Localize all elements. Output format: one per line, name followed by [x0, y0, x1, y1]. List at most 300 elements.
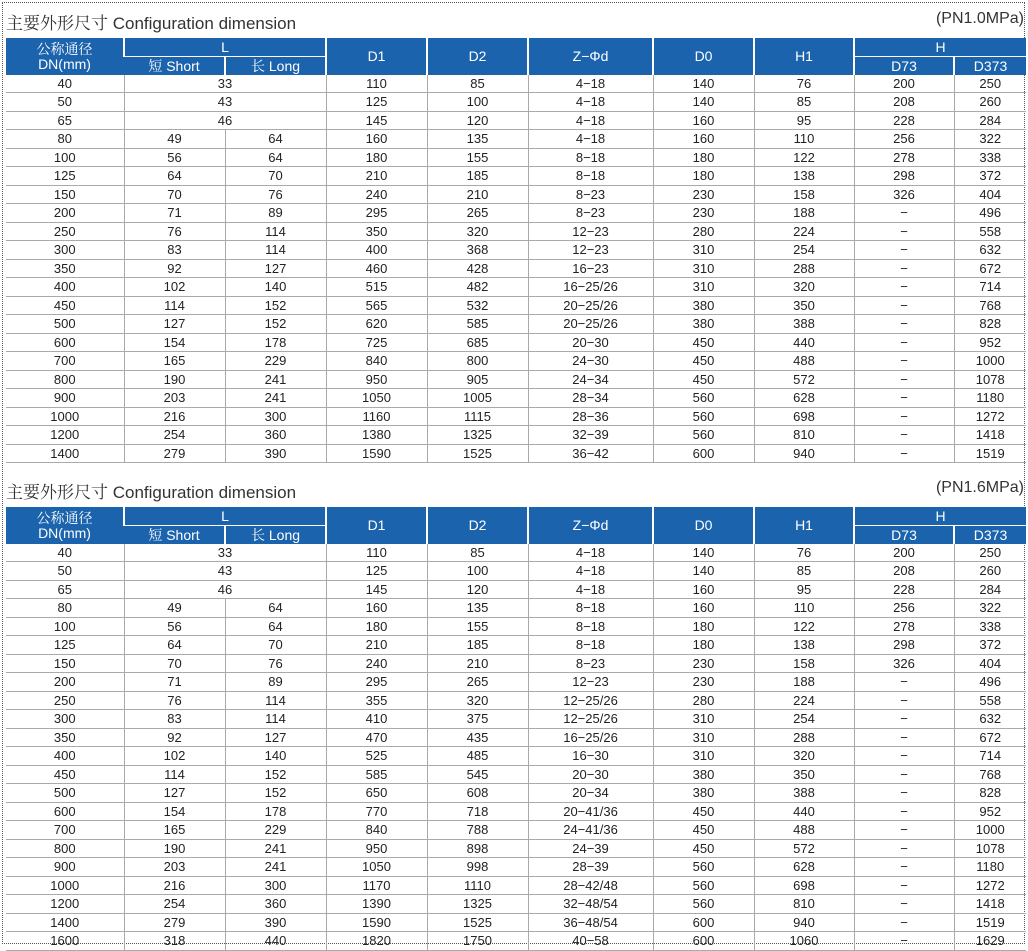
- header-dn-label: 公称通径: [36, 40, 93, 57]
- cell-h1: 95: [754, 580, 854, 599]
- table-row: [6, 204, 1026, 223]
- table-row: [6, 407, 1026, 426]
- table-row: [6, 315, 1026, 334]
- header-l: L: [124, 38, 326, 57]
- cell-d373: 404: [954, 654, 1026, 673]
- cell-d373: 338: [954, 148, 1026, 167]
- cell-h1: 110: [754, 130, 854, 149]
- cell-d2: 135: [427, 599, 528, 618]
- cell-l-short: 127: [124, 315, 225, 334]
- cell-dn: 50: [6, 93, 124, 112]
- cell-l-short: 279: [124, 913, 225, 932]
- cell-z-d: 4−18: [528, 544, 653, 562]
- cell-d2: 685: [427, 333, 528, 352]
- cell-dn: 150: [6, 654, 124, 673]
- cell-z-d: 20−25/26: [528, 296, 653, 315]
- cell-h1: 488: [754, 352, 854, 371]
- cell-l-short: 49: [124, 130, 225, 149]
- cell-l-short: 279: [124, 444, 225, 463]
- cell-d373: 1078: [954, 370, 1026, 389]
- cell-d1: 1590: [326, 913, 427, 932]
- cell-l-long: 241: [225, 858, 326, 877]
- cell-d2: 998: [427, 858, 528, 877]
- cell-d2: 85: [427, 75, 528, 93]
- cell-l-short: 92: [124, 728, 225, 747]
- header-d73: D73: [854, 57, 954, 76]
- cell-dn: 250: [6, 691, 124, 710]
- cell-l-long: 64: [225, 130, 326, 149]
- cell-d373: 1078: [954, 839, 1026, 858]
- header-l-long: 长 Long: [225, 57, 326, 76]
- cell-d373: 284: [954, 111, 1026, 130]
- cell-z-d: 32−48/54: [528, 895, 653, 914]
- cell-l-short: 76: [124, 691, 225, 710]
- cell-d73: −: [854, 710, 954, 729]
- cell-d373: 558: [954, 691, 1026, 710]
- cell-z-d: 24−34: [528, 370, 653, 389]
- table-row: [6, 352, 1026, 371]
- header-h: H: [854, 38, 1026, 57]
- table-row: [6, 167, 1026, 186]
- cell-h1: 158: [754, 185, 854, 204]
- cell-z-d: 8−18: [528, 599, 653, 618]
- cell-d373: 952: [954, 333, 1026, 352]
- section-titlebar: [6, 475, 1026, 507]
- cell-l-long: 127: [225, 259, 326, 278]
- cell-l-short: 203: [124, 858, 225, 877]
- cell-d1: 565: [326, 296, 427, 315]
- cell-h1: 85: [754, 562, 854, 581]
- cell-d0: 180: [653, 617, 754, 636]
- cell-dn: 80: [6, 130, 124, 149]
- cell-d0: 230: [653, 185, 754, 204]
- table-row: [6, 426, 1026, 445]
- cell-z-d: 20−30: [528, 765, 653, 784]
- cell-d2: 120: [427, 111, 528, 130]
- cell-dn: 1000: [6, 407, 124, 426]
- cell-d2: 100: [427, 93, 528, 112]
- cell-z-d: 12−23: [528, 673, 653, 692]
- cell-l-short: 190: [124, 839, 225, 858]
- cell-d1: 1380: [326, 426, 427, 445]
- cell-dn: 150: [6, 185, 124, 204]
- cell-d2: 368: [427, 241, 528, 260]
- cell-h1: 95: [754, 111, 854, 130]
- cell-z-d: 20−30: [528, 333, 653, 352]
- cell-d73: −: [854, 876, 954, 895]
- table-body: [6, 544, 1026, 950]
- cell-z-d: 28−42/48: [528, 876, 653, 895]
- cell-d2: 482: [427, 278, 528, 297]
- cell-d73: −: [854, 296, 954, 315]
- cell-d1: 110: [326, 544, 427, 562]
- cell-l-long: 114: [225, 241, 326, 260]
- cell-l-short: 76: [124, 222, 225, 241]
- cell-d1: 125: [326, 562, 427, 581]
- header-d2: D2: [427, 507, 528, 544]
- cell-d2: 435: [427, 728, 528, 747]
- cell-d2: 265: [427, 673, 528, 692]
- dimension-table: [6, 507, 1026, 951]
- cell-h1: 76: [754, 544, 854, 562]
- cell-z-d: 16−30: [528, 747, 653, 766]
- header-l-short: 短 Short: [124, 526, 225, 545]
- cell-h1: 188: [754, 673, 854, 692]
- cell-l-long: 390: [225, 913, 326, 932]
- cell-l-long: 229: [225, 821, 326, 840]
- cell-d2: 210: [427, 185, 528, 204]
- header-d0: D0: [653, 38, 754, 75]
- cell-h1: 158: [754, 654, 854, 673]
- cell-dn: 350: [6, 728, 124, 747]
- cell-d1: 1170: [326, 876, 427, 895]
- cell-h1: 698: [754, 407, 854, 426]
- cell-l-short: 102: [124, 278, 225, 297]
- cell-l-short: 114: [124, 296, 225, 315]
- cell-l-short: 49: [124, 599, 225, 618]
- table-row: [6, 562, 1026, 581]
- cell-l-short: 114: [124, 765, 225, 784]
- cell-dn: 65: [6, 111, 124, 130]
- cell-d1: 950: [326, 839, 427, 858]
- table-row: [6, 580, 1026, 599]
- cell-d0: 310: [653, 710, 754, 729]
- section-titlebar: [6, 6, 1026, 38]
- table-row: [6, 765, 1026, 784]
- cell-d2: 608: [427, 784, 528, 803]
- cell-d0: 310: [653, 747, 754, 766]
- cell-dn: 250: [6, 222, 124, 241]
- pressure-label: (PN1.0MPa): [935, 10, 1024, 27]
- cell-dn: 800: [6, 370, 124, 389]
- cell-dn: 1200: [6, 895, 124, 914]
- cell-d73: −: [854, 747, 954, 766]
- cell-l-long: 152: [225, 765, 326, 784]
- cell-l-short: 83: [124, 241, 225, 260]
- cell-d2: 485: [427, 747, 528, 766]
- header-z-d: Z−Φd: [528, 507, 653, 544]
- cell-d1: 840: [326, 352, 427, 371]
- cell-z-d: 28−36: [528, 407, 653, 426]
- header-dn-unit: DN(mm): [38, 55, 91, 72]
- cell-d73: −: [854, 691, 954, 710]
- cell-d373: 1180: [954, 858, 1026, 877]
- table-row: [6, 802, 1026, 821]
- cell-d2: 210: [427, 654, 528, 673]
- cell-l-short: 64: [124, 636, 225, 655]
- cell-h1: 110: [754, 599, 854, 618]
- cell-dn: 450: [6, 765, 124, 784]
- pressure-label: (PN1.6MPa): [935, 479, 1024, 496]
- table-row: [6, 895, 1026, 914]
- cell-d1: 770: [326, 802, 427, 821]
- cell-h1: 698: [754, 876, 854, 895]
- table-row: [6, 544, 1026, 562]
- cell-l-short: 46: [124, 580, 326, 599]
- cell-h1: 488: [754, 821, 854, 840]
- cell-l-short: 64: [124, 167, 225, 186]
- cell-h1: 810: [754, 895, 854, 914]
- cell-d373: 768: [954, 296, 1026, 315]
- cell-l-short: 318: [124, 932, 225, 951]
- header-dn-unit: DN(mm): [38, 524, 91, 541]
- header-h1: H1: [754, 507, 854, 544]
- cell-dn: 400: [6, 278, 124, 297]
- cell-d0: 310: [653, 728, 754, 747]
- cell-dn: 500: [6, 315, 124, 334]
- cell-dn: 600: [6, 802, 124, 821]
- cell-d73: −: [854, 784, 954, 803]
- cell-d1: 525: [326, 747, 427, 766]
- cell-d1: 145: [326, 111, 427, 130]
- cell-dn: 1600: [6, 932, 124, 951]
- cell-d73: −: [854, 932, 954, 951]
- cell-z-d: 4−18: [528, 130, 653, 149]
- cell-l-short: 71: [124, 673, 225, 692]
- cell-dn: 600: [6, 333, 124, 352]
- cell-d1: 125: [326, 93, 427, 112]
- cell-d1: 240: [326, 185, 427, 204]
- cell-d373: 828: [954, 784, 1026, 803]
- cell-d373: 632: [954, 710, 1026, 729]
- cell-d0: 380: [653, 765, 754, 784]
- cell-dn: 100: [6, 617, 124, 636]
- cell-dn: 125: [6, 636, 124, 655]
- cell-dn: 350: [6, 259, 124, 278]
- cell-z-d: 16−25/26: [528, 728, 653, 747]
- cell-d0: 560: [653, 426, 754, 445]
- cell-d1: 240: [326, 654, 427, 673]
- cell-z-d: 8−23: [528, 204, 653, 223]
- cell-d2: 585: [427, 315, 528, 334]
- cell-d1: 180: [326, 148, 427, 167]
- cell-d373: 338: [954, 617, 1026, 636]
- cell-d2: 1110: [427, 876, 528, 895]
- cell-dn: 450: [6, 296, 124, 315]
- cell-z-d: 20−25/26: [528, 315, 653, 334]
- cell-h1: 224: [754, 691, 854, 710]
- header-d1: D1: [326, 38, 427, 75]
- cell-d0: 380: [653, 784, 754, 803]
- table-row: [6, 333, 1026, 352]
- cell-d1: 1050: [326, 389, 427, 408]
- cell-d373: 558: [954, 222, 1026, 241]
- header-z-d: Z−Φd: [528, 38, 653, 75]
- cell-l-long: 241: [225, 389, 326, 408]
- cell-d373: 714: [954, 278, 1026, 297]
- cell-d0: 560: [653, 876, 754, 895]
- cell-d0: 160: [653, 580, 754, 599]
- header-d1: D1: [326, 507, 427, 544]
- cell-l-short: 165: [124, 352, 225, 371]
- cell-dn: 700: [6, 821, 124, 840]
- cell-h1: 940: [754, 444, 854, 463]
- cell-d0: 230: [653, 204, 754, 223]
- cell-z-d: 8−18: [528, 636, 653, 655]
- table-section-pn16: [6, 475, 1026, 951]
- cell-l-long: 360: [225, 426, 326, 445]
- cell-d73: −: [854, 839, 954, 858]
- header-h1: H1: [754, 38, 854, 75]
- cell-d0: 450: [653, 821, 754, 840]
- cell-h1: 320: [754, 278, 854, 297]
- cell-dn: 1400: [6, 913, 124, 932]
- cell-l-long: 300: [225, 876, 326, 895]
- cell-d2: 718: [427, 802, 528, 821]
- cell-h1: 85: [754, 93, 854, 112]
- table-row: [6, 259, 1026, 278]
- cell-dn: 200: [6, 204, 124, 223]
- cell-d1: 210: [326, 636, 427, 655]
- cell-d373: 1519: [954, 913, 1026, 932]
- header-d73: D73: [854, 526, 954, 545]
- cell-d1: 180: [326, 617, 427, 636]
- cell-h1: 940: [754, 913, 854, 932]
- cell-d2: 155: [427, 617, 528, 636]
- table-row: [6, 185, 1026, 204]
- table-row: [6, 617, 1026, 636]
- cell-h1: 76: [754, 75, 854, 93]
- cell-h1: 388: [754, 784, 854, 803]
- cell-d2: 1525: [427, 444, 528, 463]
- cell-h1: 572: [754, 839, 854, 858]
- cell-d73: 326: [854, 185, 954, 204]
- cell-d373: 1418: [954, 426, 1026, 445]
- table-row: [6, 296, 1026, 315]
- cell-l-long: 76: [225, 654, 326, 673]
- cell-d2: 1525: [427, 913, 528, 932]
- cell-l-short: 190: [124, 370, 225, 389]
- cell-z-d: 4−18: [528, 93, 653, 112]
- table-row: [6, 673, 1026, 692]
- cell-l-long: 300: [225, 407, 326, 426]
- cell-d0: 450: [653, 352, 754, 371]
- cell-z-d: 28−34: [528, 389, 653, 408]
- cell-l-short: 154: [124, 802, 225, 821]
- cell-d0: 560: [653, 895, 754, 914]
- section-title: 主要外形尺寸 Configuration dimension: [6, 483, 297, 502]
- cell-d0: 450: [653, 370, 754, 389]
- table-row: [6, 821, 1026, 840]
- cell-d73: 200: [854, 75, 954, 93]
- cell-d73: 208: [854, 93, 954, 112]
- cell-l-short: 102: [124, 747, 225, 766]
- cell-d2: 265: [427, 204, 528, 223]
- cell-l-long: 89: [225, 673, 326, 692]
- cell-d1: 1390: [326, 895, 427, 914]
- cell-d1: 950: [326, 370, 427, 389]
- cell-z-d: 4−18: [528, 75, 653, 93]
- cell-d1: 650: [326, 784, 427, 803]
- header-d373: D373: [954, 526, 1026, 545]
- cell-d2: 1750: [427, 932, 528, 951]
- cell-d1: 1050: [326, 858, 427, 877]
- cell-d0: 230: [653, 673, 754, 692]
- cell-d73: −: [854, 204, 954, 223]
- cell-l-long: 152: [225, 296, 326, 315]
- cell-d73: 256: [854, 599, 954, 618]
- cell-d73: 278: [854, 148, 954, 167]
- cell-l-long: 241: [225, 370, 326, 389]
- cell-d73: −: [854, 259, 954, 278]
- cell-d1: 460: [326, 259, 427, 278]
- cell-d73: −: [854, 370, 954, 389]
- cell-l-long: 70: [225, 636, 326, 655]
- cell-h1: 122: [754, 148, 854, 167]
- cell-d373: 372: [954, 167, 1026, 186]
- cell-d0: 600: [653, 932, 754, 951]
- table-row: [6, 75, 1026, 93]
- cell-d373: 372: [954, 636, 1026, 655]
- cell-dn: 1400: [6, 444, 124, 463]
- cell-dn: 50: [6, 562, 124, 581]
- cell-d0: 160: [653, 130, 754, 149]
- cell-dn: 1200: [6, 426, 124, 445]
- cell-dn: 65: [6, 580, 124, 599]
- cell-l-long: 114: [225, 691, 326, 710]
- cell-l-long: 152: [225, 784, 326, 803]
- cell-d0: 180: [653, 167, 754, 186]
- header-l: L: [124, 507, 326, 526]
- cell-z-d: 4−18: [528, 580, 653, 599]
- cell-h1: 628: [754, 858, 854, 877]
- table-row: [6, 93, 1026, 112]
- cell-d0: 140: [653, 93, 754, 112]
- table-row: [6, 278, 1026, 297]
- cell-l-short: 203: [124, 389, 225, 408]
- cell-d373: 260: [954, 562, 1026, 581]
- table-row: [6, 932, 1026, 951]
- cell-dn: 1000: [6, 876, 124, 895]
- cell-dn: 900: [6, 389, 124, 408]
- cell-d1: 1160: [326, 407, 427, 426]
- cell-dn: 900: [6, 858, 124, 877]
- cell-d73: −: [854, 352, 954, 371]
- cell-z-d: 24−39: [528, 839, 653, 858]
- cell-h1: 188: [754, 204, 854, 223]
- cell-d0: 280: [653, 691, 754, 710]
- cell-d1: 515: [326, 278, 427, 297]
- cell-d2: 532: [427, 296, 528, 315]
- cell-d1: 210: [326, 167, 427, 186]
- cell-z-d: 32−39: [528, 426, 653, 445]
- cell-dn: 100: [6, 148, 124, 167]
- table-row: [6, 691, 1026, 710]
- table-row: [6, 389, 1026, 408]
- cell-z-d: 4−18: [528, 111, 653, 130]
- cell-d73: −: [854, 802, 954, 821]
- cell-d0: 310: [653, 278, 754, 297]
- cell-l-long: 114: [225, 710, 326, 729]
- cell-l-short: 70: [124, 654, 225, 673]
- cell-z-d: 8−18: [528, 167, 653, 186]
- cell-l-long: 229: [225, 352, 326, 371]
- cell-l-long: 241: [225, 839, 326, 858]
- cell-dn: 40: [6, 544, 124, 562]
- cell-d73: 208: [854, 562, 954, 581]
- header-d0: D0: [653, 507, 754, 544]
- cell-d73: 256: [854, 130, 954, 149]
- cell-l-long: 360: [225, 895, 326, 914]
- cell-h1: 254: [754, 241, 854, 260]
- cell-d73: 200: [854, 544, 954, 562]
- cell-d73: −: [854, 389, 954, 408]
- cell-d2: 320: [427, 222, 528, 241]
- cell-d1: 410: [326, 710, 427, 729]
- cell-d0: 560: [653, 407, 754, 426]
- cell-d373: 322: [954, 130, 1026, 149]
- cell-d373: 1418: [954, 895, 1026, 914]
